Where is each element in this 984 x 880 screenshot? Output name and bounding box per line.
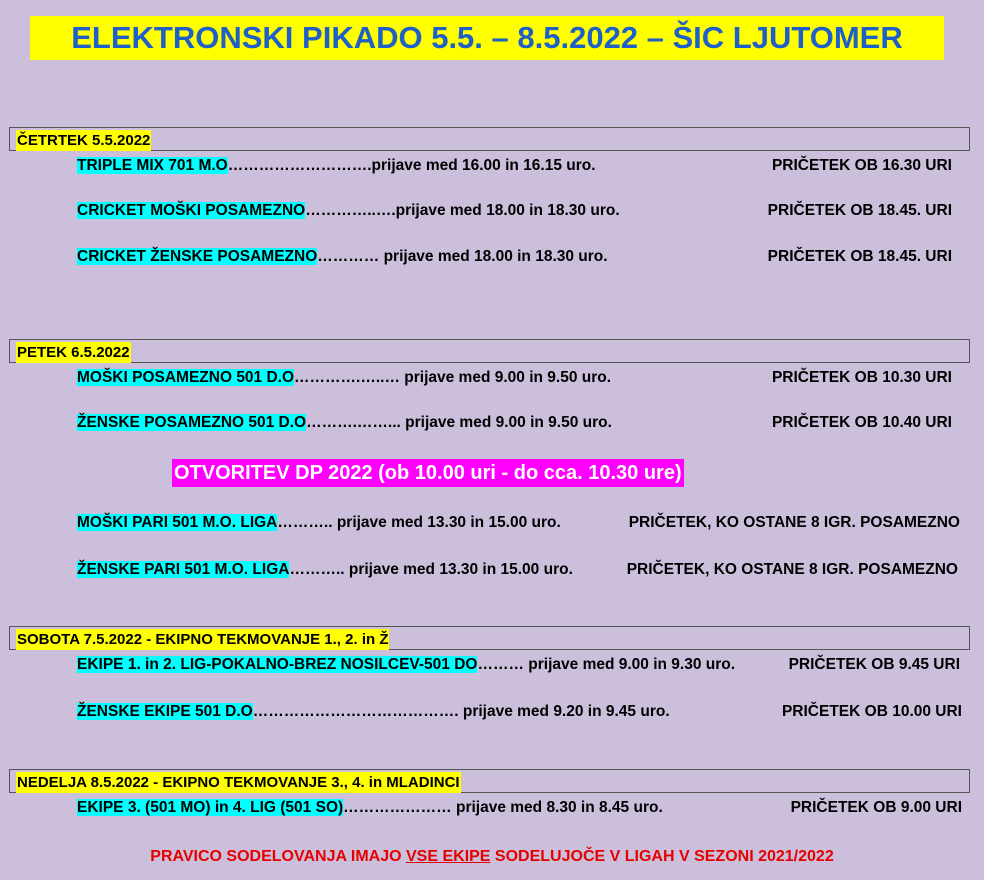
event-name: CRICKET MOŠKI POSAMEZNO — [77, 202, 306, 219]
event-start: PRIČETEK OB 10.00 URI — [781, 703, 962, 720]
event-row — [77, 512, 561, 534]
event-registration: prijave med 13.30 in 15.00 uro. — [336, 514, 561, 531]
page-title: ELEKTRONSKI PIKADO 5.5. – 8.5.2022 – ŠIC LJUTOMER — [30, 16, 944, 60]
event-registration: prijave med 18.00 in 18.30 uro. — [383, 248, 608, 265]
event-name: EKIPE 3. (501 MO) in 4. LIG (501 SO) — [77, 799, 344, 816]
event-dots: ……….……... — [306, 414, 406, 431]
event-registration: prijave med 9.20 in 9.45 uro. — [462, 703, 670, 720]
event-registration: prijave med 9.00 in 9.50 uro. — [405, 414, 612, 431]
event-dots: ………….…..… — [294, 369, 405, 386]
day-header-label: PETEK 6.5.2022 — [17, 344, 130, 361]
event-start: PRIČETEK OB 10.30 URI — [771, 369, 952, 386]
day-header-label: SOBOTA 7.5.2022 - EKIPNO TEKMOVANJE 1., 2. in Ž — [17, 631, 389, 648]
event-name: ŽENSKE PARI 501 M.O. LIGA — [77, 561, 290, 578]
event-row — [77, 200, 620, 222]
event-name: TRIPLE MIX 701 M.O — [77, 157, 228, 174]
eligibility-note — [0, 847, 984, 867]
day-header-sunday — [9, 769, 970, 793]
event-row — [77, 559, 573, 581]
event-registration: prijave med 9.00 in 9.30 uro. — [528, 656, 736, 673]
event-dots: …………..…. — [305, 202, 396, 219]
day-header-saturday — [9, 626, 970, 650]
event-start: PRIČETEK OB 18.45. URI — [767, 202, 952, 219]
event-start: PRIČETEK OB 9.45 URI — [788, 656, 960, 673]
event-dots: ……….. — [289, 561, 349, 578]
event-dots: ……… — [477, 656, 529, 673]
event-name: ŽENSKE POSAMEZNO 501 D.O — [77, 414, 307, 431]
event-dots: ………………… — [343, 799, 456, 816]
event-registration: prijave med 9.00 in 9.50 uro. — [404, 369, 612, 386]
day-header-friday — [9, 339, 970, 363]
event-start: PRIČETEK, KO OSTANE 8 IGR. POSAMEZNO — [628, 514, 960, 531]
event-name: CRICKET ŽENSKE POSAMEZNO — [77, 248, 318, 265]
event-start: PRIČETEK OB 9.00 URI — [790, 799, 962, 816]
event-row — [77, 412, 612, 434]
event-row — [77, 155, 596, 177]
event-dots: ………………………. — [227, 157, 372, 174]
event-dots: …………………………………. — [252, 703, 463, 720]
event-registration: prijave med 8.30 in 8.45 uro. — [455, 799, 663, 816]
event-registration: prijave med 16.00 in 16.15 uro. — [371, 157, 596, 174]
event-row — [77, 701, 670, 723]
event-start: PRIČETEK OB 16.30 URI — [771, 157, 952, 174]
event-registration: prijave med 13.30 in 15.00 uro. — [348, 561, 573, 578]
event-name: EKIPE 1. in 2. LIG-POKALNO-BREZ NOSILCEV-501 DO — [77, 656, 478, 673]
day-header-thursday — [9, 127, 970, 151]
event-registration: prijave med 18.00 in 18.30 uro. — [395, 202, 620, 219]
event-name: ŽENSKE EKIPE 501 D.O — [77, 703, 253, 720]
event-row — [77, 367, 611, 389]
event-name: MOŠKI POSAMEZNO 501 D.O — [77, 369, 295, 386]
event-name: MOŠKI PARI 501 M.O. LIGA — [77, 514, 278, 531]
event-dots: ………… — [317, 248, 384, 265]
event-start: PRIČETEK OB 10.40 URI — [771, 414, 952, 431]
day-header-label: ČETRTEK 5.5.2022 — [17, 132, 151, 149]
eligibility-note-emphasis: VSE EKIPE — [406, 848, 491, 865]
eligibility-note-before: PRAVICO SODELOVANJA IMAJO — [150, 848, 406, 865]
event-row — [77, 797, 663, 819]
opening-banner: OTVORITEV DP 2022 (ob 10.00 uri - do cca. 10.30 ure) — [172, 459, 684, 487]
event-row — [77, 654, 735, 676]
day-header-label: NEDELJA 8.5.2022 - EKIPNO TEKMOVANJE 3., 4. in MLADINCI — [17, 774, 460, 791]
event-start: PRIČETEK, KO OSTANE 8 IGR. POSAMEZNO — [626, 561, 958, 578]
event-start: PRIČETEK OB 18.45. URI — [767, 248, 952, 265]
eligibility-note-after: SODELUJOČE V LIGAH V SEZONI 2021/2022 — [490, 848, 834, 865]
event-row — [77, 246, 608, 268]
event-dots: ……….. — [277, 514, 337, 531]
